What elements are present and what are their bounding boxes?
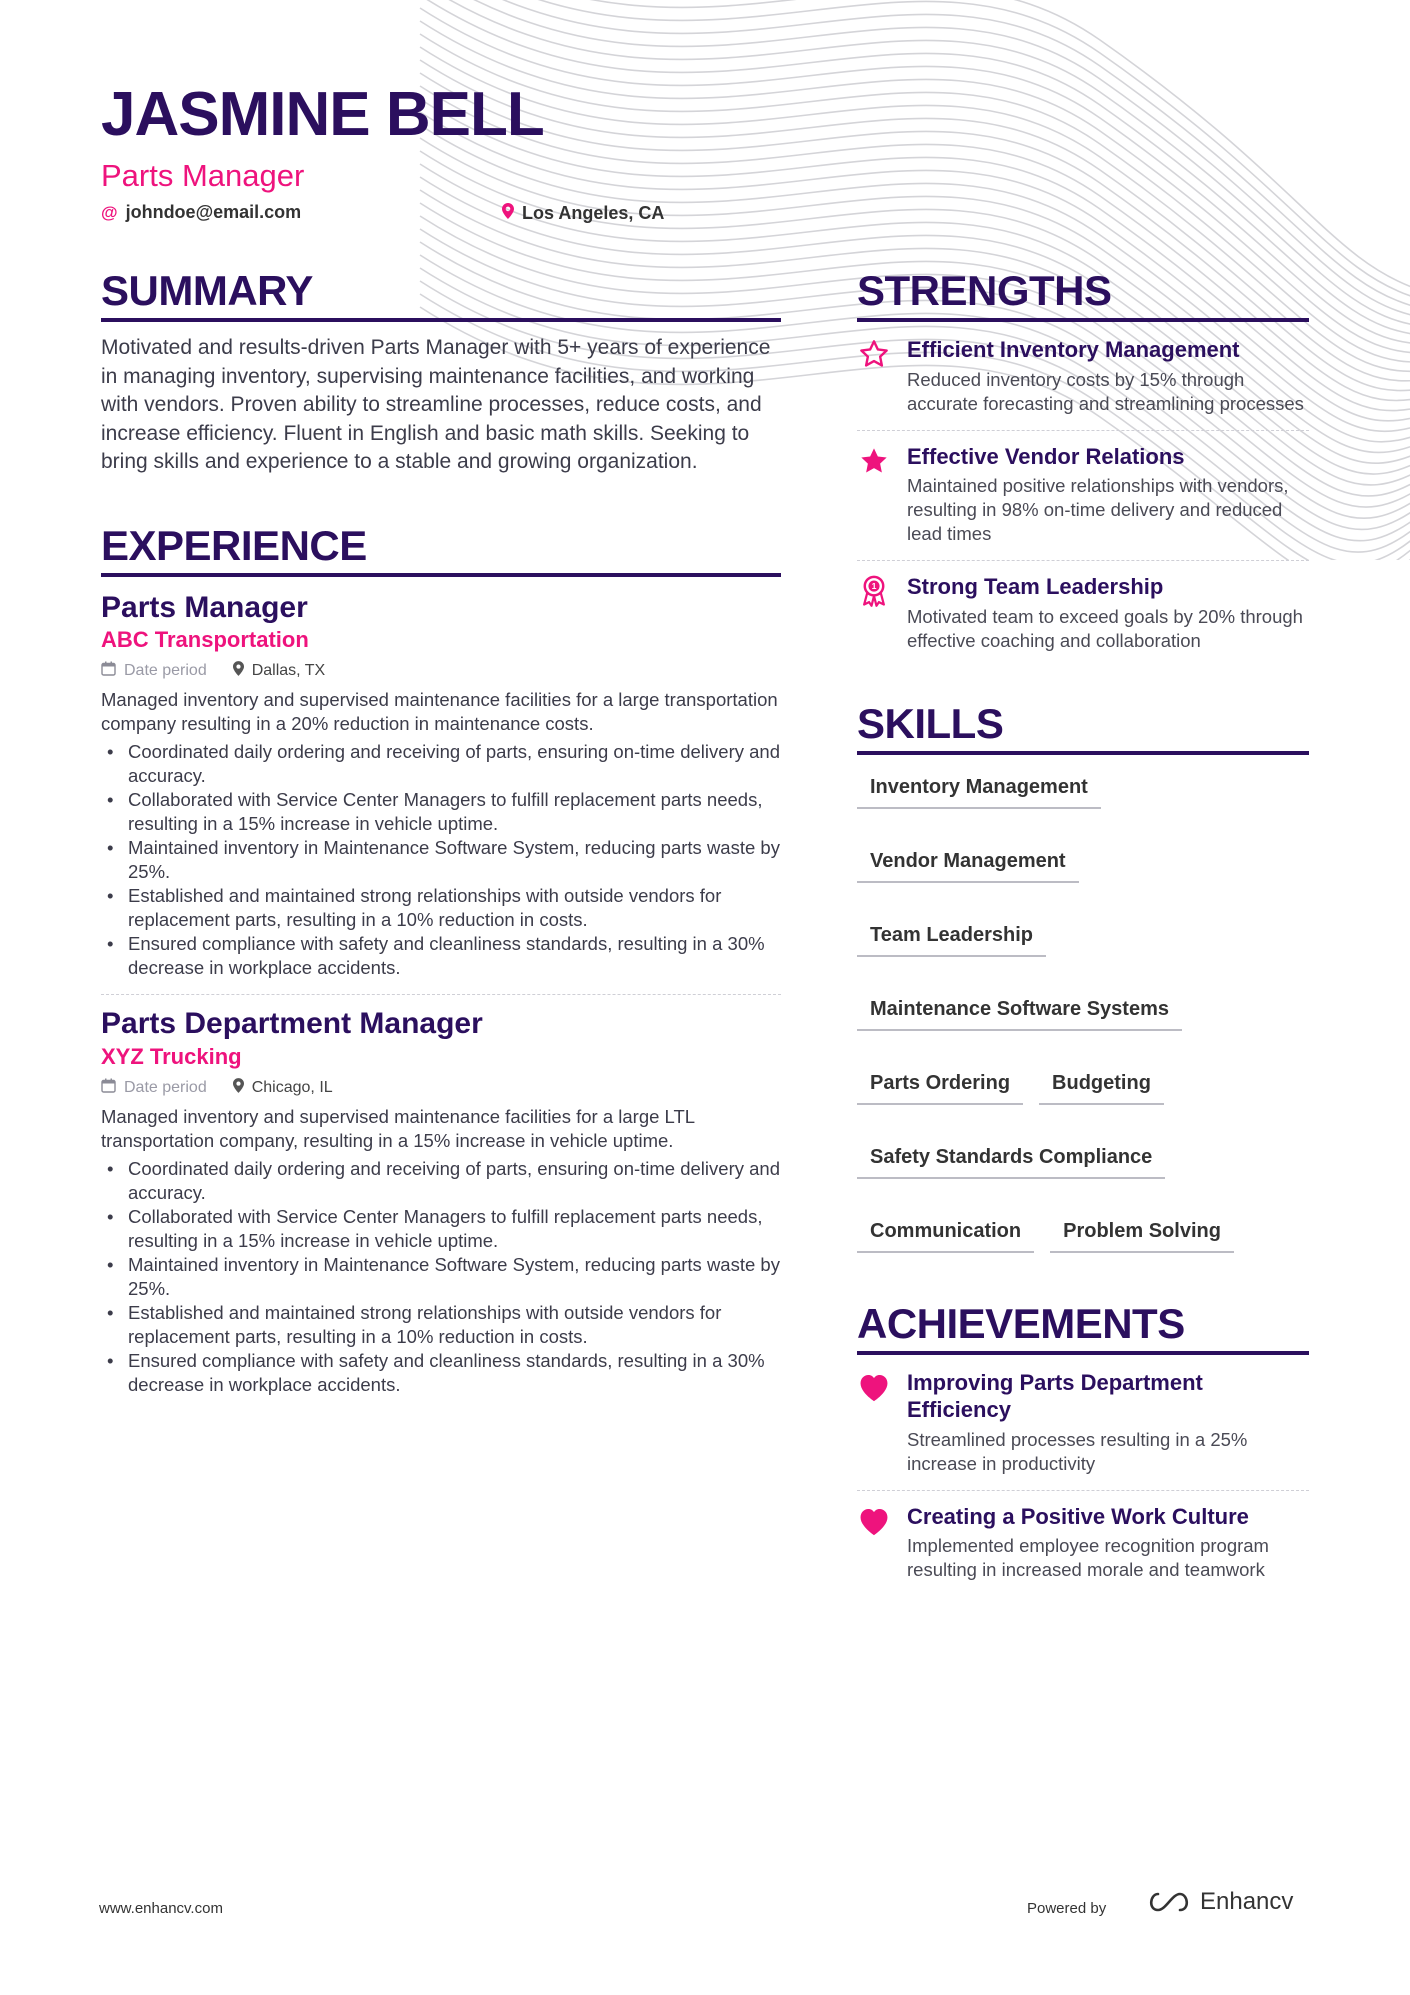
heart-icon — [857, 1369, 891, 1476]
achievements-item — [857, 1369, 1309, 1476]
strengths-heading: STRENGTHS — [857, 270, 1309, 322]
calendar-icon — [101, 661, 116, 680]
skills-section — [857, 699, 1309, 1253]
bullet-item: • Established and maintained strong relationships with outside vendors for replacement parts, resulting in a 10% reduction in costs. — [101, 1301, 781, 1349]
achievements-item-description: Streamlined processes resulting in a 25% increase in productivity — [907, 1428, 1248, 1474]
bullet-item: • Ensured compliance with safety and cleanliness standards, resulting in a 30% decrease in workplace accidents. — [101, 932, 781, 980]
strengths-item-body — [907, 443, 1309, 547]
achievements-section — [857, 1299, 1309, 1583]
skill-tag: Inventory Management — [857, 767, 1101, 809]
achievements-item — [857, 1503, 1309, 1583]
wave-line — [420, 0, 1410, 290]
achievements-divider — [857, 1490, 1309, 1491]
skills-list — [857, 767, 1309, 1253]
strengths-item-title: Efficient Inventory Management — [907, 337, 1240, 362]
email-contact[interactable] — [101, 203, 301, 221]
strengths-item — [857, 573, 1309, 653]
bullet-item: • Coordinated daily ordering and receiving of parts, ensuring on-time delivery and accuracy. — [101, 740, 781, 788]
achievement-bullets — [101, 740, 781, 980]
job-description: Managed inventory and supervised maintenance facilities for a large transportation company resulting in a 20% reduction in maintenance costs. — [101, 689, 778, 735]
company-name: ABC Transportation — [101, 627, 309, 652]
left-column — [101, 267, 781, 1397]
bullet-item: • Coordinated daily ordering and receiving of parts, ensuring on-time delivery and accuracy. — [101, 1157, 781, 1205]
achievements-item-title: Creating a Positive Work Culture — [907, 1503, 1249, 1529]
strengths-list — [857, 336, 1309, 653]
wave-line — [420, 0, 1410, 299]
strengths-divider — [857, 560, 1309, 561]
heart-icon — [857, 1503, 891, 1583]
skill-tag: Vendor Management — [857, 841, 1079, 883]
job-title: Parts Manager — [101, 590, 308, 624]
job-description: Managed inventory and supervised maintenance facilities for a large LTL transportation company, resulting in a 15% increase in vehicle uptime. — [101, 1106, 695, 1152]
strengths-item-description: Maintained positive relationships with vendors, resulting in 98% on-time delivery and reduced lead times — [907, 475, 1289, 544]
bullet-item: • Established and maintained strong relationships with outside vendors for replacement parts, resulting in a 10% reduction in costs. — [101, 884, 781, 932]
candidate-role: Parts Manager — [101, 158, 305, 193]
calendar-icon — [101, 1078, 116, 1097]
experience-section — [101, 521, 781, 1398]
bullet-item: • Collaborated with Service Center Managers to fulfill replacement parts needs, resulting in a 15% increase in vehicle uptime. — [101, 788, 781, 836]
map-pin-icon — [233, 661, 244, 680]
skill-tag: Maintenance Software Systems — [857, 989, 1182, 1031]
candidate-name: JASMINE BELL — [101, 80, 544, 149]
company-name: XYZ Trucking — [101, 1043, 242, 1069]
skill-tag: Parts Ordering — [857, 1063, 1023, 1105]
strengths-divider — [857, 430, 1309, 431]
job-title: Parts Department Manager — [101, 1007, 483, 1041]
job-meta — [101, 1078, 781, 1097]
map-pin-icon — [233, 1078, 244, 1097]
date-period: Date period — [124, 661, 207, 679]
location-text: Los Angeles, CA — [522, 202, 665, 223]
strengths-item-description: Reduced inventory costs by 15% through accurate forecasting and streamlining processes — [907, 368, 1304, 414]
award-ribbon-icon — [857, 573, 891, 653]
skill-tag: Budgeting — [1039, 1063, 1164, 1105]
right-column — [857, 267, 1309, 1582]
summary-section — [101, 267, 781, 477]
experience-list — [101, 591, 781, 1398]
strengths-item — [857, 443, 1309, 547]
location-contact — [502, 203, 664, 222]
job-meta — [101, 661, 781, 680]
brand-name: Enhancv — [1200, 1888, 1294, 1915]
strengths-item-body — [907, 573, 1309, 653]
email-text: johndoe@email.com — [125, 202, 302, 222]
achievements-item-description: Implemented employee recognition program resulting in increased morale and teamwork — [907, 1535, 1269, 1580]
footer-url[interactable]: www.enhancv.com — [99, 1900, 223, 1917]
wave-line — [420, 0, 1410, 308]
job-location: Chicago, IL — [251, 1078, 333, 1096]
job-location: Dallas, TX — [251, 661, 326, 679]
summary-heading: SUMMARY — [101, 270, 781, 322]
date-period: Date period — [124, 1078, 207, 1096]
achievements-heading: ACHIEVEMENTS — [857, 1303, 1309, 1355]
experience-entry — [101, 1007, 781, 1397]
summary-text: Motivated and results-driven Parts Manager with 5+ years of experience in managing inventory, supervising maintenance facilities, and working with vendors. Proven ability to streamline processes, reduce costs, and increase efficiency. Fluent in English and basic math skills. Seeking to bring skills and experience to a stable and growing organization. — [101, 336, 771, 473]
bullet-item: • Collaborated with Service Center Managers to fulfill replacement parts needs, resulting in a 15% increase in vehicle uptime. — [101, 1205, 781, 1253]
skill-tag: Problem Solving — [1050, 1211, 1234, 1253]
achievements-item-body — [907, 1503, 1309, 1583]
achievements-item-title: Improving Parts Department Efficiency — [907, 1369, 1203, 1422]
strengths-item — [857, 336, 1309, 416]
strengths-item-title: Strong Team Leadership — [907, 574, 1164, 599]
experience-divider — [101, 994, 781, 995]
skill-tag: Communication — [857, 1211, 1034, 1253]
enhancv-logo-icon — [1146, 1891, 1192, 1913]
bullet-item: • Maintained inventory in Maintenance Software System, reducing parts waste by 25%. — [101, 836, 781, 884]
strengths-item-body — [907, 336, 1309, 416]
experience-heading: EXPERIENCE — [101, 525, 781, 577]
experience-entry — [101, 591, 781, 981]
bullet-item: • Maintained inventory in Maintenance Software System, reducing parts waste by 25%. — [101, 1253, 781, 1301]
achievement-bullets — [101, 1157, 781, 1397]
svg-text:1: 1 — [871, 581, 877, 592]
skills-heading: SKILLS — [857, 703, 1309, 755]
enhancv-logo[interactable] — [1146, 1888, 1293, 1916]
skill-tag: Team Leadership — [857, 915, 1046, 957]
strengths-section — [857, 267, 1309, 653]
at-icon: @ — [101, 202, 118, 222]
achievements-item-body — [907, 1369, 1309, 1476]
strengths-item-description: Motivated team to exceed goals by 20% through effective coaching and collaboration — [907, 605, 1303, 651]
bullet-item: • Ensured compliance with safety and cleanliness standards, resulting in a 30% decrease in workplace accidents. — [101, 1349, 781, 1397]
powered-by-label: Powered by — [1027, 1900, 1107, 1917]
strengths-item-title: Effective Vendor Relations — [907, 443, 1185, 469]
achievements-list — [857, 1369, 1309, 1583]
map-pin-icon — [502, 203, 514, 222]
star-filled-icon — [857, 443, 891, 547]
star-outline-icon — [857, 336, 891, 416]
skill-tag: Safety Standards Compliance — [857, 1137, 1165, 1179]
